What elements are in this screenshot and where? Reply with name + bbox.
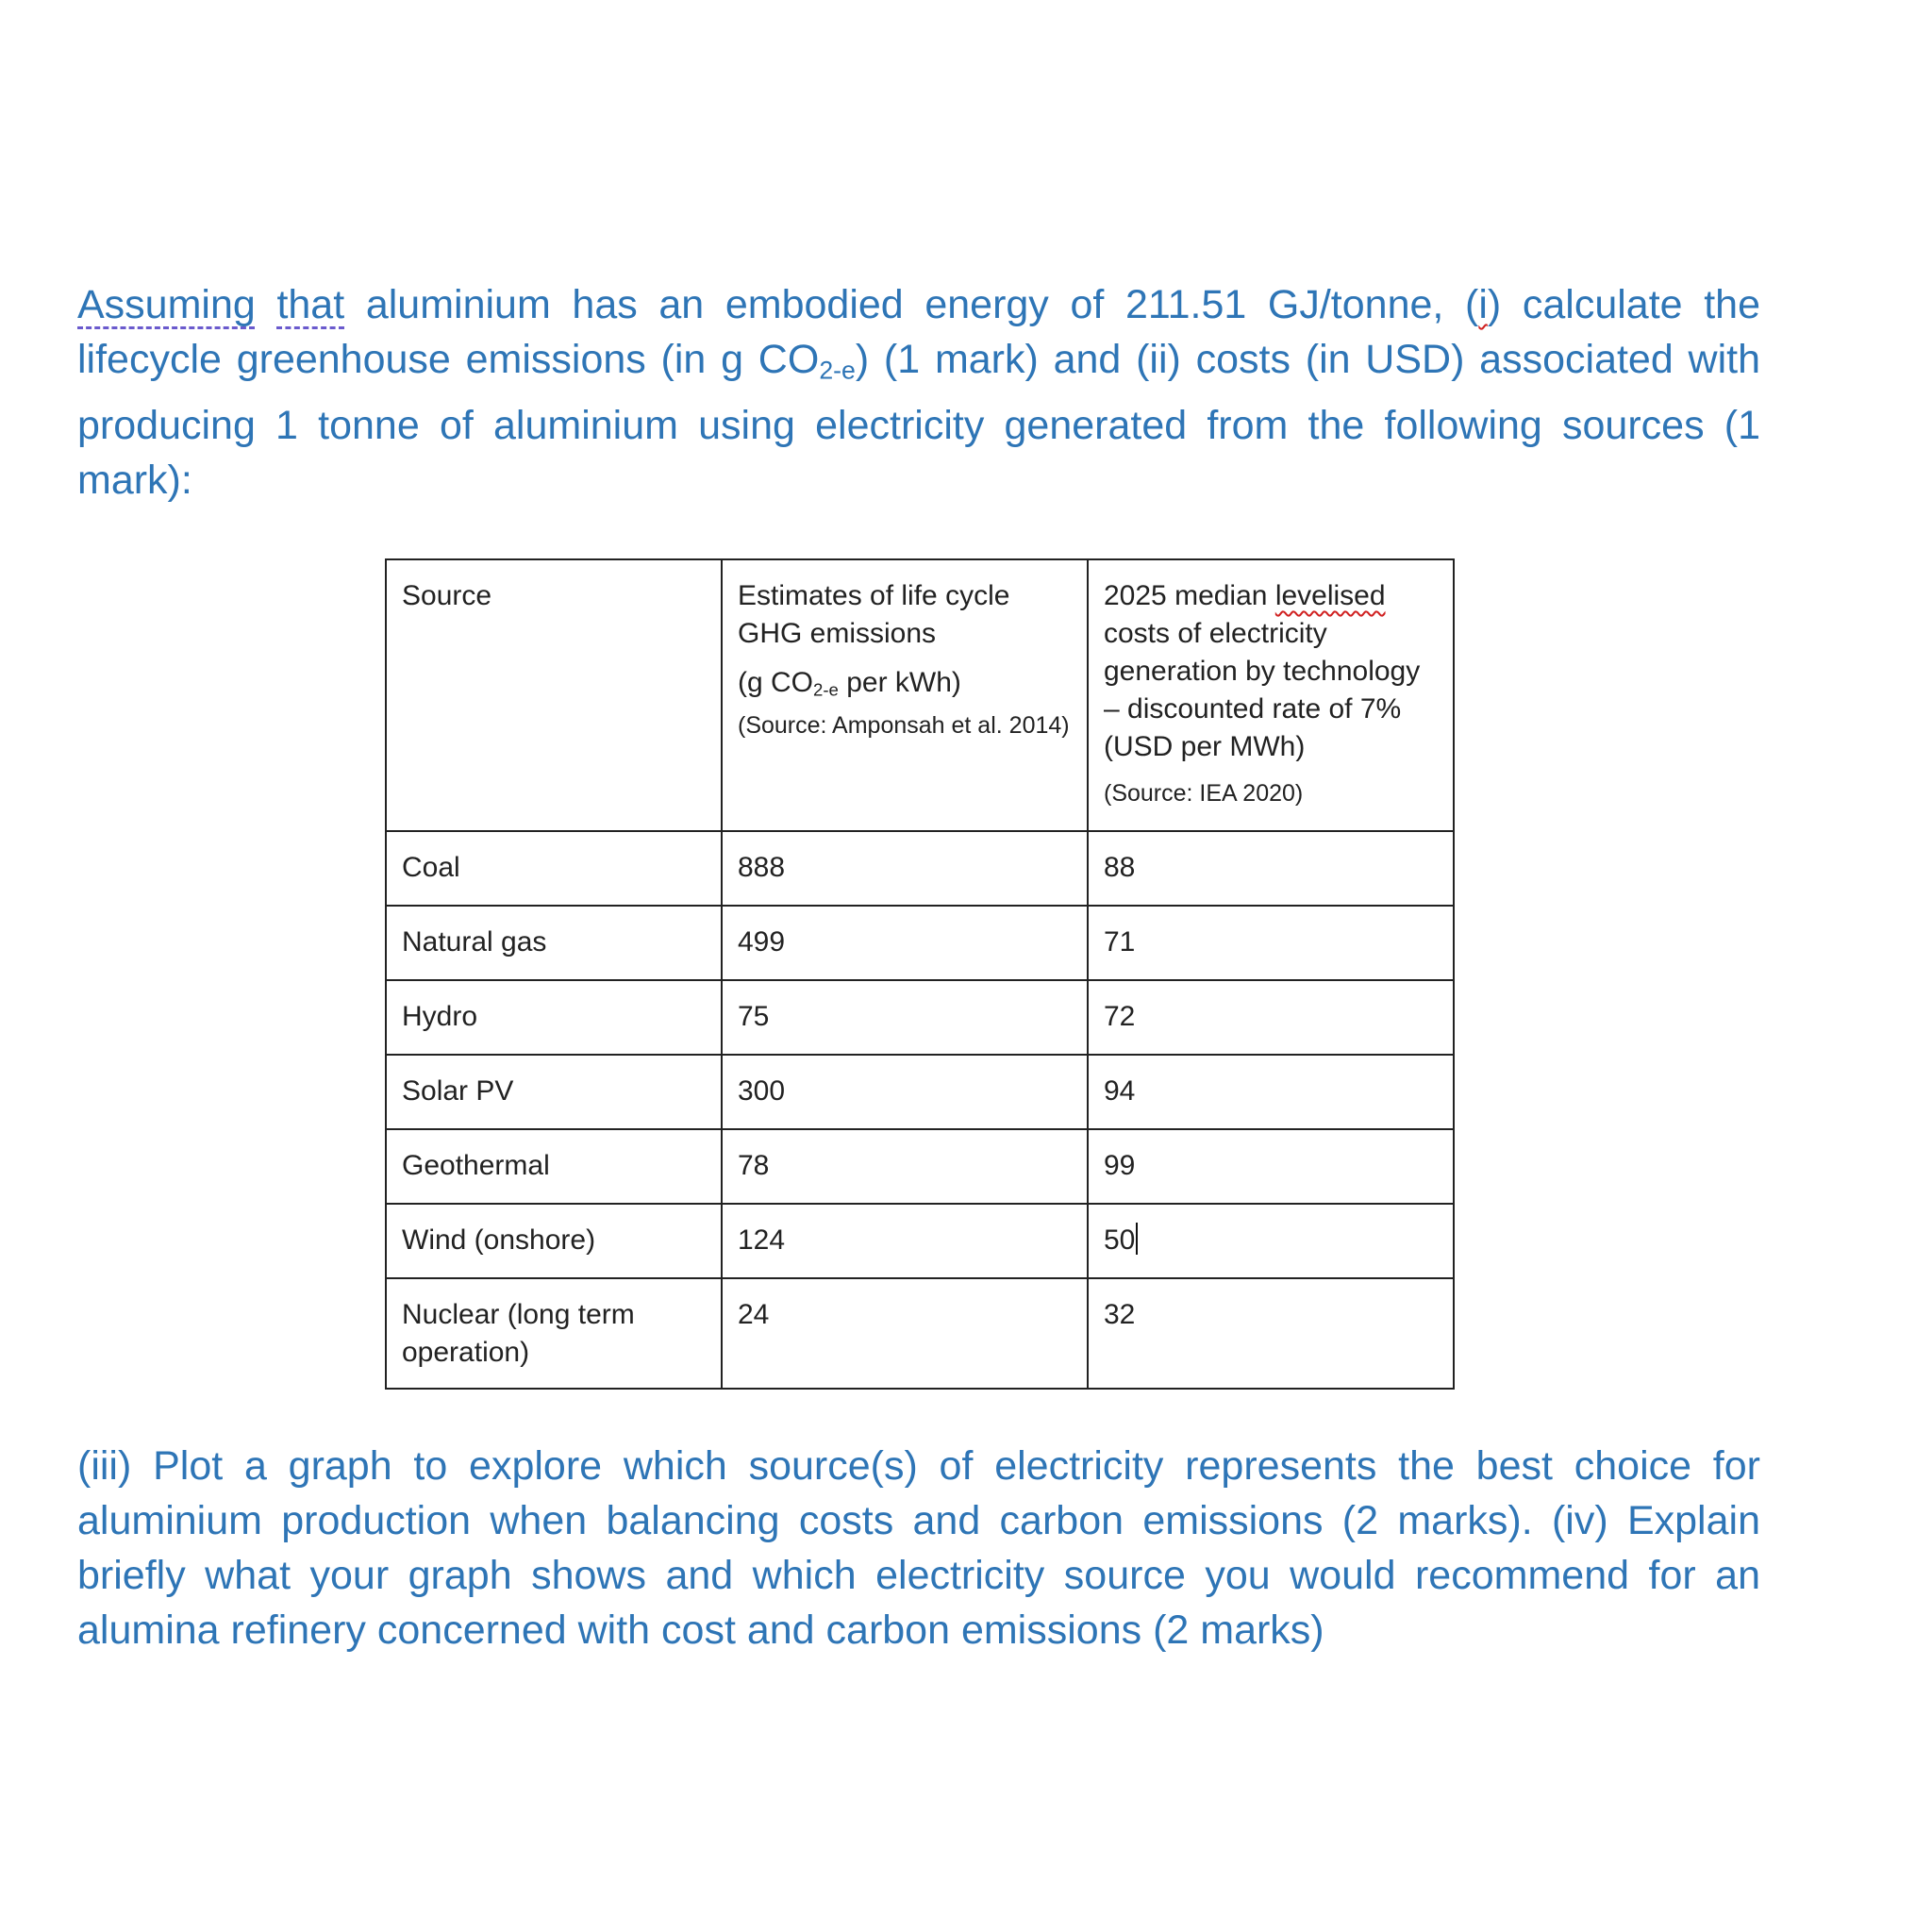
unit-prefix: (g CO [738, 667, 814, 698]
table-row [386, 831, 1454, 906]
marker-i-close: ) [1487, 282, 1502, 327]
cell-cost: 71 [1088, 906, 1454, 980]
table-row [386, 1204, 1454, 1278]
subscript: 2-e [819, 356, 856, 385]
cell-ghg: 124 [722, 1204, 1088, 1278]
header-ghg-unit [738, 667, 961, 698]
cell-cost: 72 [1088, 980, 1454, 1055]
header-source-label: Source [402, 580, 492, 611]
cell-cost: 99 [1088, 1129, 1454, 1204]
question-part-1 [77, 277, 1760, 508]
cell-source: Nuclear (long term operation) [386, 1278, 722, 1389]
cell-source: Hydro [386, 980, 722, 1055]
data-table [385, 558, 1455, 1390]
header-ghg-source: (Source: Amponsah et al. 2014) [738, 711, 1070, 739]
table-row [386, 1055, 1454, 1129]
proofing-flagged-letter: i [1478, 282, 1488, 327]
cell-ghg: 75 [722, 980, 1088, 1055]
cell-source: Solar PV [386, 1055, 722, 1129]
cell-source: Coal [386, 831, 722, 906]
question-text: calculate the lifecycle greenhouse emissions (in g CO [77, 282, 1760, 382]
table-row [386, 1129, 1454, 1204]
cell-ghg: 499 [722, 906, 1088, 980]
unit-subscript: 2-e [813, 679, 839, 700]
header-cost-prefix: 2025 median [1104, 580, 1268, 611]
header-cost [1088, 559, 1454, 831]
text-cursor [1136, 1223, 1138, 1255]
cell-cost: 94 [1088, 1055, 1454, 1129]
header-cost-text: costs of electricity generation by technology – discounted rate of 7% (USD per MWh) [1104, 618, 1421, 762]
proofing-underlined-word: Assuming [77, 282, 256, 327]
cell-ghg: 300 [722, 1055, 1088, 1129]
header-cost-source: (Source: IEA 2020) [1104, 780, 1304, 807]
header-ghg-title: Estimates of life cycle GHG emissions [738, 580, 1010, 649]
question-part-2: (iii) Plot a graph to explore which source(s) of electricity represents the best choice for aluminium production when balancing costs and carbon emissions (2 marks). (iv) Explain briefly what your graph shows and which electricity source you would recommend for an alumina refinery concerned with cost and carbon emissions (2 marks) [77, 1443, 1760, 1653]
header-ghg [722, 559, 1088, 831]
cell-ghg: 888 [722, 831, 1088, 906]
cell-ghg: 78 [722, 1129, 1088, 1204]
cell-cost: 88 [1088, 831, 1454, 906]
question-text: aluminium has an embodied energy of 211.51 GJ/tonne, [365, 282, 1444, 327]
cell-source: Geothermal [386, 1129, 722, 1204]
table-row [386, 906, 1454, 980]
table-row [386, 1278, 1454, 1389]
table-header-row [386, 559, 1454, 831]
cell-cost-value: 50 [1104, 1224, 1136, 1256]
cell-source: Natural gas [386, 906, 722, 980]
proofing-underlined-word: that [276, 282, 345, 327]
table-row [386, 980, 1454, 1055]
proofing-flagged-word: levelised [1274, 580, 1386, 611]
cell-cost: 32 [1088, 1278, 1454, 1389]
cell-ghg: 24 [722, 1278, 1088, 1389]
cell-cost-editing[interactable] [1088, 1204, 1454, 1278]
cell-source: Wind (onshore) [386, 1204, 722, 1278]
header-source [386, 559, 722, 831]
question-text: ) (1 mark) and (ii) costs (in USD) associated with producing 1 tonne of aluminium using electricity generated from the following sources (1 mark): [77, 337, 1760, 503]
unit-suffix: per kWh) [838, 667, 961, 698]
marker-i-open: ( [1465, 282, 1479, 327]
